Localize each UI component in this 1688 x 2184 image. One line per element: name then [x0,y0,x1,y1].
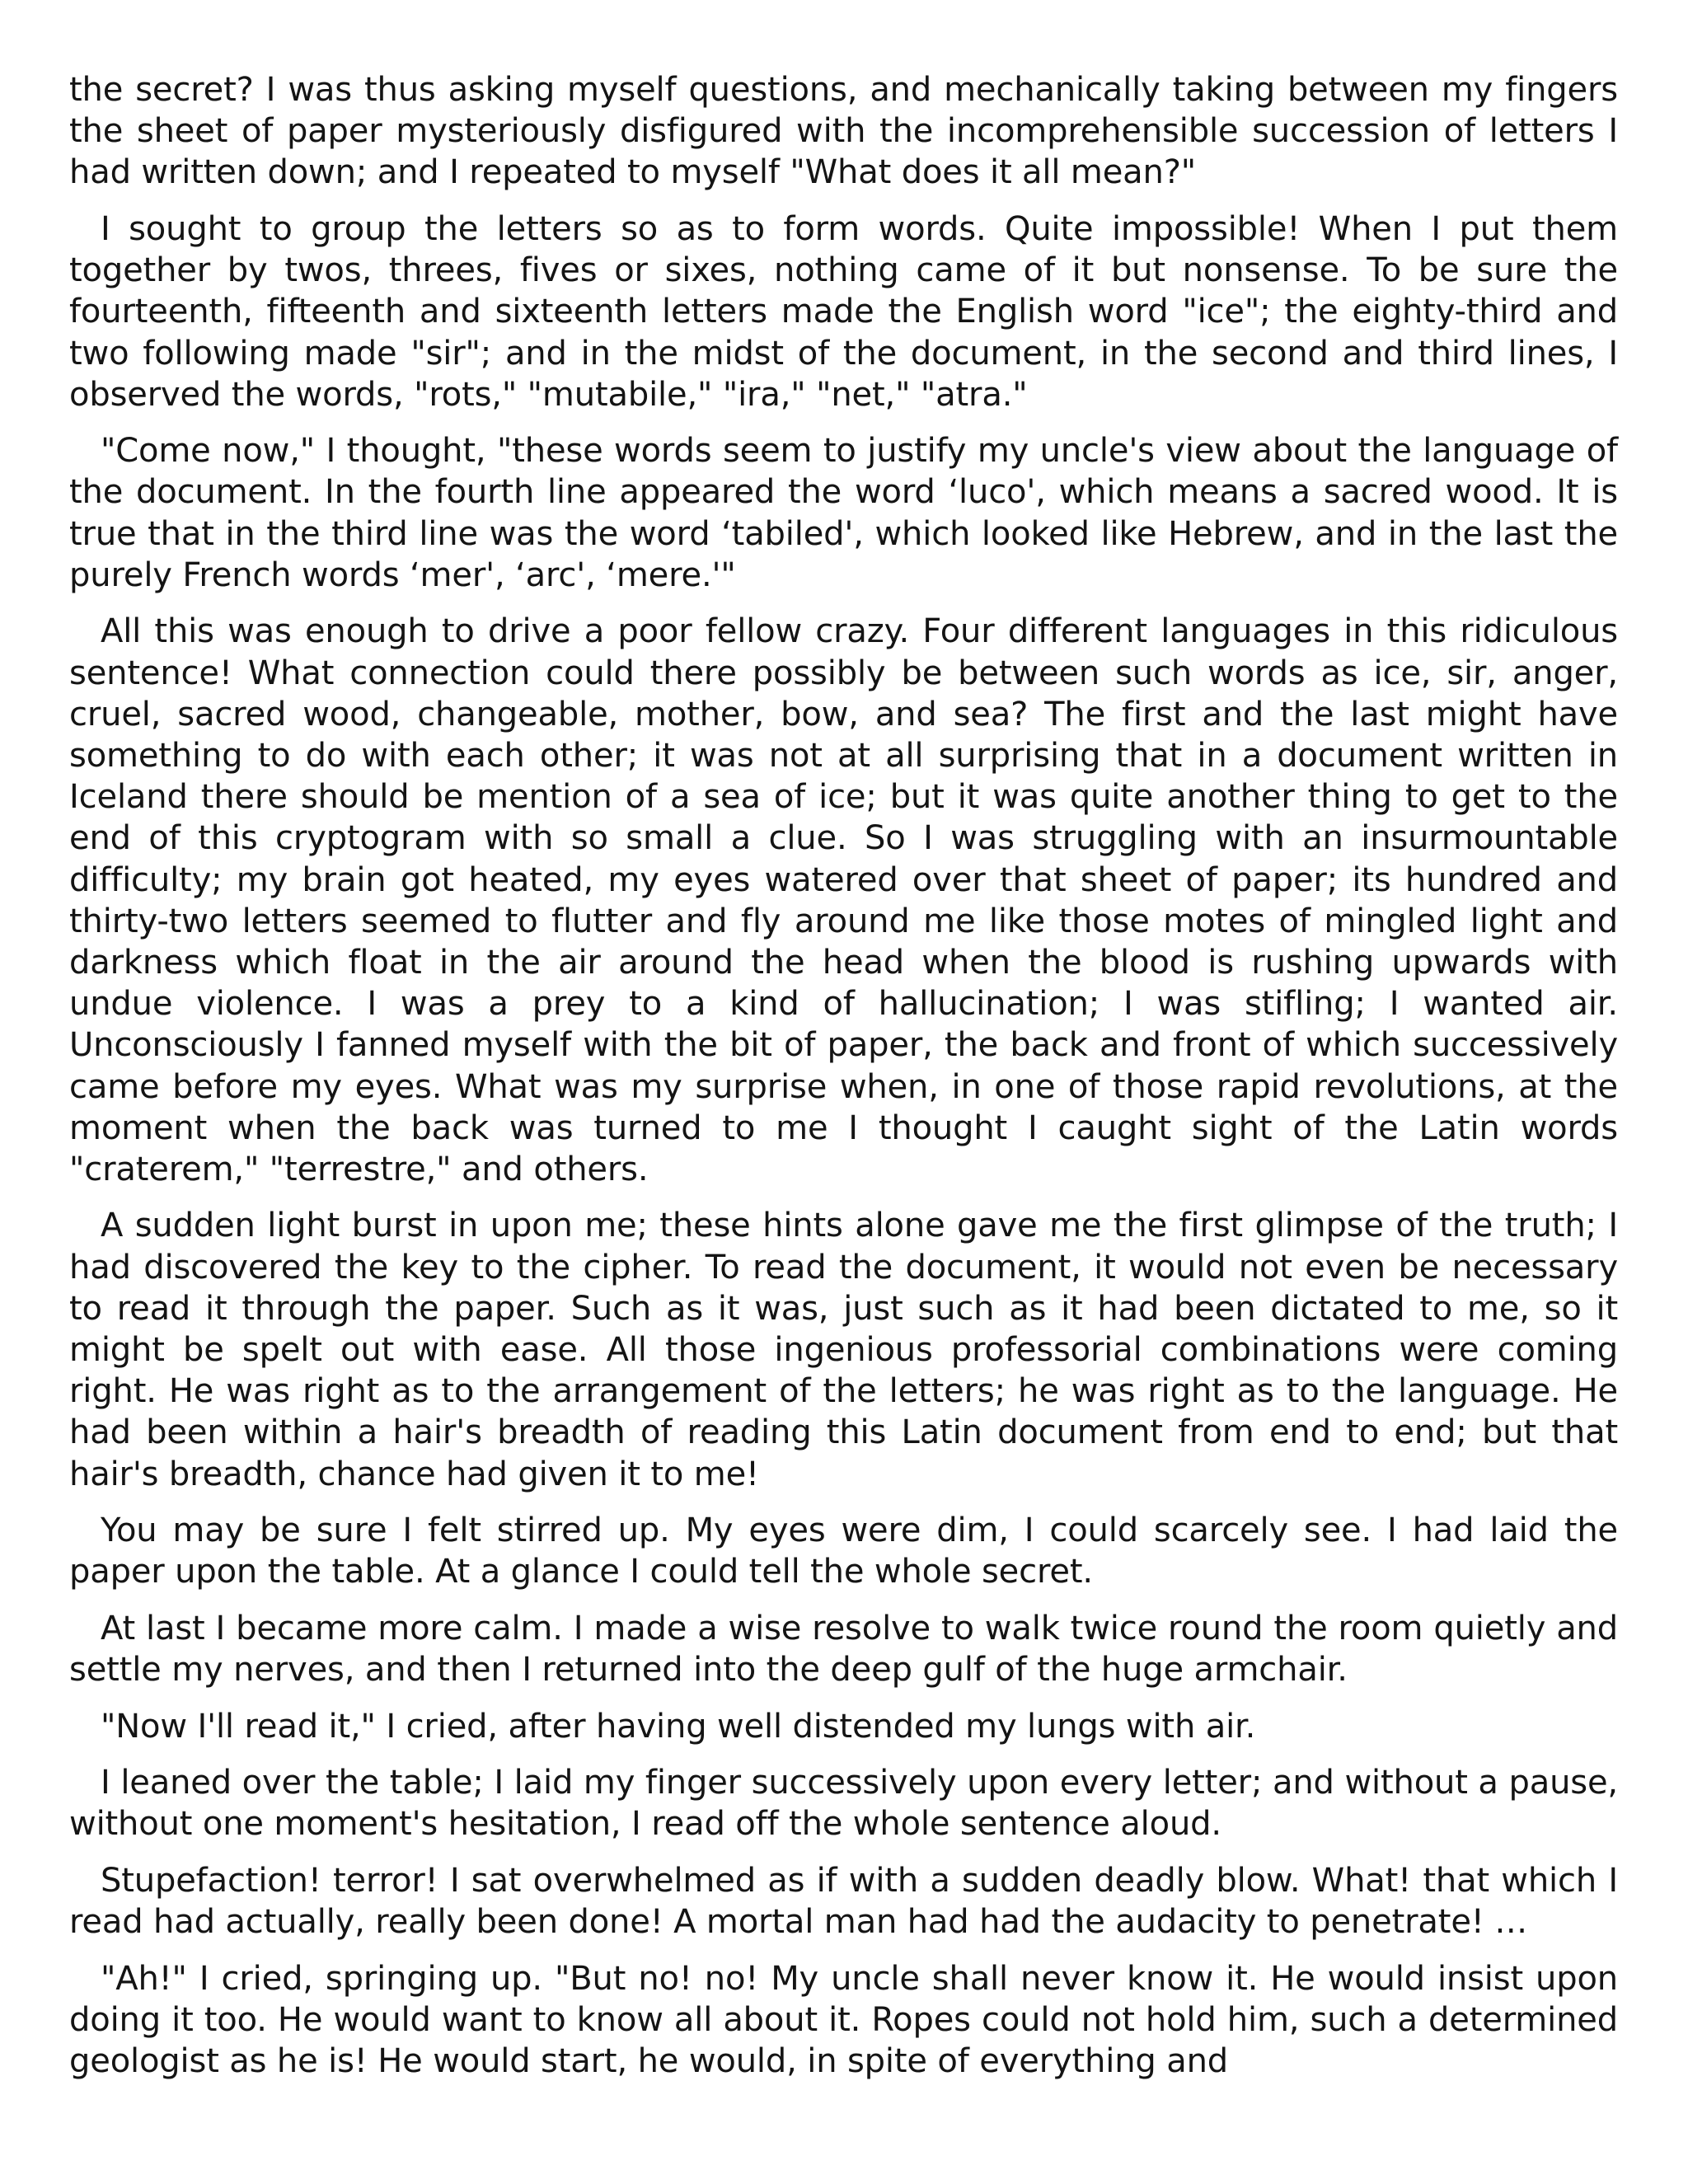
paragraph-9: I leaned over the table; I laid my finger successively upon every letter; and without a pause, without one moment's hesitation, I read off the whole sentence aloud. [69,1764,1618,1844]
paragraph-1: the secret? I was thus asking myself questions, and mechanically taking between my fingers the sheet of paper mysteriously disfigured with the incomprehensible succession of letters I had written down; and I repeated to myself "What does it all mean?" [69,71,1618,192]
paragraph-10: Stupefaction! terror! I sat overwhelmed as if with a sudden deadly blow. What! that which I read had actually, really been done! A mortal man had had the audacity to penetrate! … [69,1861,1618,1941]
paragraph-6: You may be sure I felt stirred up. My eyes were dim, I could scarcely see. I had laid the paper upon the table. At a glance I could tell the whole secret. [69,1511,1618,1591]
paragraph-7: At last I became more calm. I made a wise resolve to walk twice round the room quietly and settle my nerves, and then I returned into the deep gulf of the huge armchair. [69,1609,1618,1690]
document-page [69,69,1618,2097]
paragraph-11: "Ah!" I cried, springing up. "But no! no! My uncle shall never know it. He would insist upon doing it too. He would want to know all about it. Ropes could not hold him, such a determined geologist as he is! He would start, he would, in spite of everything and [69,1959,1618,2080]
paragraph-4: All this was enough to drive a poor fellow crazy. Four different languages in this ridiculous sentence! What connection could there possibly be between such words as ice, sir, anger, cruel, sacred wood, changeable, mother, bow, and sea? The first and the last might have something to do with each other; it was not at all surprising that in a document written in Iceland there should be mention of a sea of ice; but it was quite another thing to get to the end of this cryptogram with so small a clue. So I was struggling with an insurmountable difficulty; my brain got heated, my eyes watered over that sheet of paper; its hundred and thirty-two letters seemed to flutter and fly around me like those motes of mingled light and darkness which float in the air around the head when the blood is rushing upwards with undue violence. I was a prey to a kind of hallucination; I was stifling; I wanted air. Unconsciously I fanned myself with the bit of paper, the back and front of which successively came before my eyes. What was my surprise when, in one of those rapid revolutions, at the moment when the back was turned to me I thought I caught sight of the Latin words "craterem," "terrestre," and others. [69,612,1618,1188]
paragraph-2: I sought to group the letters so as to form words. Quite impossible! When I put them together by twos, threes, fives or sixes, nothing came of it but nonsense. To be sure the fourteenth, fifteenth and sixteenth letters made the English word "ice"; the eighty-third and two following made "sir"; and in the midst of the document, in the second and third lines, I observed the words, "rots," "mutabile," "ira," "net," "atra." [69,209,1618,414]
paragraph-8: "Now I'll read it," I cried, after having well distended my lungs with air. [101,1707,1256,1746]
paragraph-5: A sudden light burst in upon me; these hints alone gave me the first glimpse of the truth; I had discovered the key to the cipher. To read the document, it would not even be necessary to read it through the paper. Such as it was, just such as it had been dictated to me, so it might be spelt out with ease. All those ingenious professorial combinations were coming right. He was right as to the arrangement of the letters; he was right as to the language. He had been within a hair's breadth of reading this Latin document from end to end; but that hair's breadth, chance had given it to me! [69,1207,1618,1493]
paragraph-3: "Come now," I thought, "these words seem to justify my uncle's view about the language of the document. In the fourth line appeared the word ‘luco', which means a sacred wood. It is true that in the third line was the word ‘tabiled', which looked like Hebrew, and in the last the purely French words ‘mer', ‘arc', ‘mere.'" [69,432,1618,594]
